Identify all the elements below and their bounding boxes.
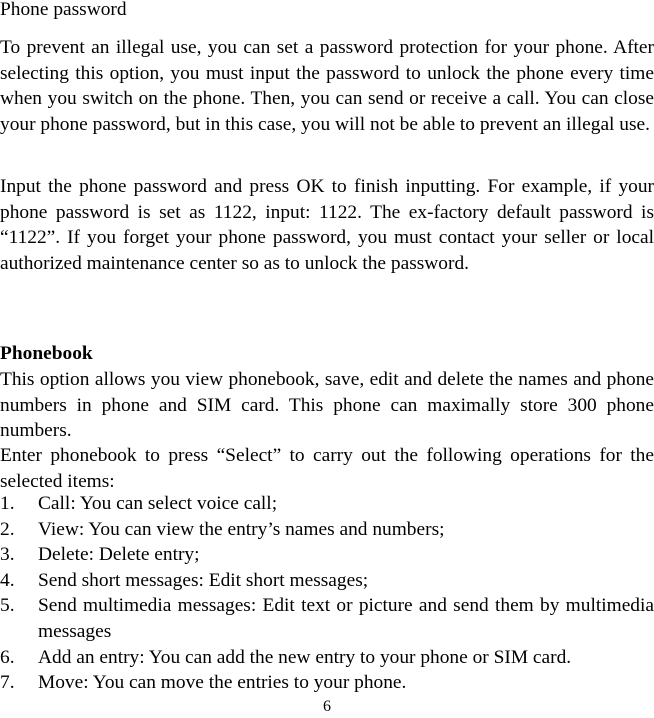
list-item-number: 5.: [0, 595, 15, 617]
page-number: 6: [323, 698, 331, 715]
phonebook-heading: Phonebook: [0, 343, 93, 364]
list-item: [0, 670, 654, 696]
list-item: [0, 542, 654, 568]
list-item-text: Move: You can move the entries to your phone.: [38, 672, 407, 694]
list-item-number: 1.: [0, 493, 15, 514]
list-item-number: 4.: [0, 569, 15, 591]
phone-password-paragraph-1: To prevent an illegal use, you can set a password protection for your phone. After selecting this option, you must input the password to unlock the phone every time when you switch on the phone. Then, you can send or receive a call. You can close your phone password, but in this case, you will not be able to prevent an illegal use.: [0, 37, 654, 135]
list-item: [0, 645, 654, 671]
list-item: [0, 517, 654, 543]
list-item-text: Add an entry: You can add the new entry to your phone or SIM card.: [38, 646, 572, 668]
list-item: [0, 593, 654, 644]
list-item: [0, 491, 654, 517]
phonebook-paragraph-1: This option allows you view phonebook, save, edit and delete the names and phone numbers in phone and SIM card. This phone can maximally store 300 phone numbers.: [0, 369, 654, 442]
list-item-number: 6.: [0, 646, 15, 668]
list-item-text: View: You can view the entry’s names and numbers;: [38, 518, 445, 540]
list-item-text: Call: You can select voice call;: [38, 493, 278, 514]
phonebook-operations-list: [0, 491, 654, 696]
list-item-number: 3.: [0, 544, 15, 566]
list-item: [0, 568, 654, 594]
list-item-number: 7.: [0, 672, 15, 694]
phone-password-paragraph-2: Input the phone password and press OK to finish inputting. For example, if your phone password is set as 1122, input: 1122. The ex-factory default password is “1122”. If you forget your phone password, you must contact your seller or local authorized maintenance center so as to unlock the password.: [0, 176, 654, 274]
list-item-text: Send multimedia messages: Edit text or picture and send them by multimedia messages: [38, 595, 654, 642]
list-item-text: Send short messages: Edit short messages;: [38, 569, 369, 591]
phone-password-heading: Phone password: [0, 0, 127, 20]
list-item-text: Delete: Delete entry;: [38, 544, 200, 566]
phonebook-paragraph-2: Enter phonebook to press “Select” to carry out the following operations for the selected items:: [0, 445, 654, 492]
list-item-number: 2.: [0, 518, 15, 540]
